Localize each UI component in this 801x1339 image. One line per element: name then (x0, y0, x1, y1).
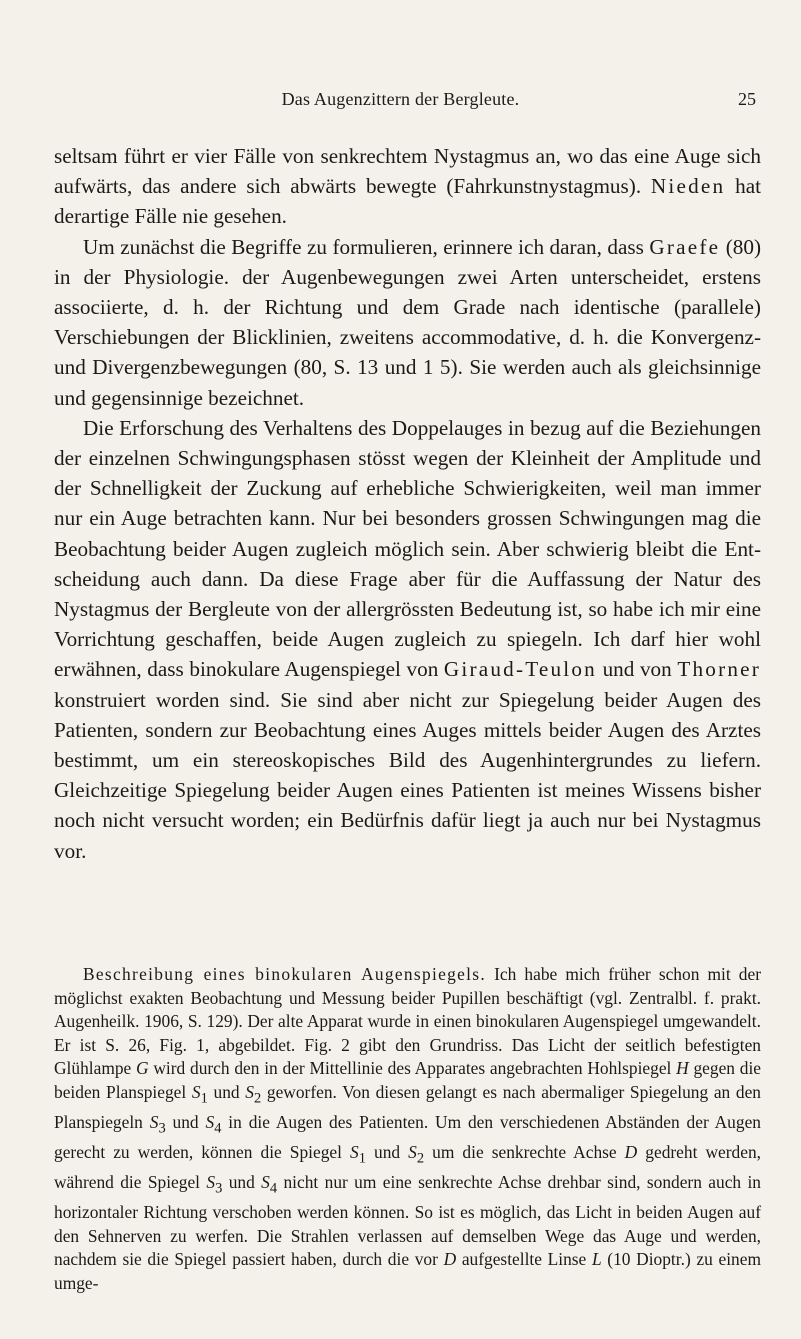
symbol: S (245, 1081, 254, 1102)
symbol: S (149, 1112, 159, 1133)
author-name: Giraud-Teulon (443, 657, 597, 682)
paragraph-2: Um zunächst die Begriffe zu formulieren, erinnere ich daran, dass Graefe (80) in der Physiologie. der Augenbewegungen zwei Arten unterscheidet, erstens associierte, d. h. der Richtung und dem Grade nach identische (parallele) Verschiebungen der Blicklinien, zweitens accommodative, d. h. die Konvergenz- und Divergenzbewegungen (80, S. 13 und 1 5). Sie werden auch als gleichsinnige und gegensinnige bezeichnet. (54, 234, 761, 410)
description-paragraph: Beschreibung eines binokularen Augenspiegels. Ich habe mich früher schon mit der möglichst exakten Beobachtung und Messung beider Pupillen beschäftigt (vgl. Zentralbl. f. prakt. Augenheilk. 1906, S. 129). Der alte Apparat wurde in einen binokularen Augenspiegel umgewandelt. Er ist S. 26, Fig. 1, abgebildet. Fig. 2 gibt den Grundriss. Das Licht der seitlich befestigten Glühlampe G wird durch den in der Mittellinie des Apparates angebrachten Hohlspiegel H gegen die beiden Planspiegel $S_1$ und $S_2$ geworfen. Von diesen gelangt es nach abermaliger Spiegelung an den Planspiegeln $S_3$ und $S_4$ in die Augen des Patienten. Um den verschiedenen Abständen der Augen gerecht zu werden, können die Spiegel $S_1$ und $S_2$ um die senkrechte Achse D gedreht werden, während die Spiegel $S_3$ und $S_4$ nicht nur um eine senkrechte Achse drehbar sind, sondern auch in horizontaler Richtung verschoben werden können. So ist es möglich, das Licht in beiden Augen auf den Sehnerven zu werfen. Die Strahlen verlassen auf demselben Wege das Auge und werden, nachdem sie die Spiegel passiert haben, durch die vor D aufgestellte Linse L (10 Dioptr.) zu einem umge- (54, 964, 762, 1293)
main-text (54, 141, 761, 866)
paragraph-3: Die Erforschung des Verhaltens des Doppelauges in bezug auf die Beziehungen der einzelnen Schwingungsphasen stösst wegen der Kleinheit der Amplitude und der Schnelligkeit der Zuckung auf erhebliche Schwierigkeiten, weil man immer nur ein Auge betrachten kann. Nur bei besonders grossen Schwingungen mag die Beobachtung beider Augen zugleich möglich sein. Aber schwierig bleibt die Entscheidung auch dann. Da diese Frage aber für die Auffassung der Natur des Nystagmus der Bergleute von der allergrössten Bedeutung ist, so habe ich mir eine Vorrichtung geschaffen, beide Augen zugleich zu spiegeln. Ich darf hier wohl erwähnen, dass binokulare Augenspiegel von Giraud-Teulon und von Thorner konstruiert worden sind. Sie sind aber nicht zur Spiegelung beider Augen des Patienten, sondern zur Beobachtung eines Auges mittels beider Augen des Arztes bestimmt, um ein stereoskopisches Bild des Augenhintergrundes zu liefern. Gleichzeitige Spiegelung beider Augen eines Patienten ist meines Wissens bisher noch nicht versucht worden; ein Bedürfnis dafür liegt ja auch nur bei Nystagmus vor. (54, 415, 761, 863)
symbol: D (443, 1249, 457, 1270)
page-number: 25 (738, 89, 756, 109)
symbol: D (624, 1142, 638, 1163)
symbol: L (591, 1249, 602, 1270)
symbol: S (191, 1081, 201, 1102)
page-header (0, 87, 801, 117)
author-name: Thorner (677, 657, 761, 682)
symbol: G (136, 1058, 149, 1079)
symbol: S (408, 1142, 417, 1163)
symbol: S (350, 1142, 359, 1163)
running-title: Das Augenzittern der Bergleute. (281, 89, 520, 109)
symbol: S (261, 1172, 270, 1193)
author-name: Nieden (650, 174, 726, 199)
symbol: S (205, 1112, 215, 1133)
symbol: S (206, 1172, 216, 1193)
small-print-section (54, 963, 761, 1296)
paragraph-1: seltsam führt er vier Fälle von senkrechtem Nystagmus an, wo das eine Auge sich aufwärts, das andere sich abwärts bewegte (Fahrkunstnystagmus). Nieden hat derartige Fälle nie gesehen. (54, 144, 761, 229)
section-heading: Beschreibung eines binokularen Augenspiegels. (83, 964, 487, 984)
symbol: H (676, 1058, 689, 1079)
author-name: Graefe (649, 234, 721, 259)
